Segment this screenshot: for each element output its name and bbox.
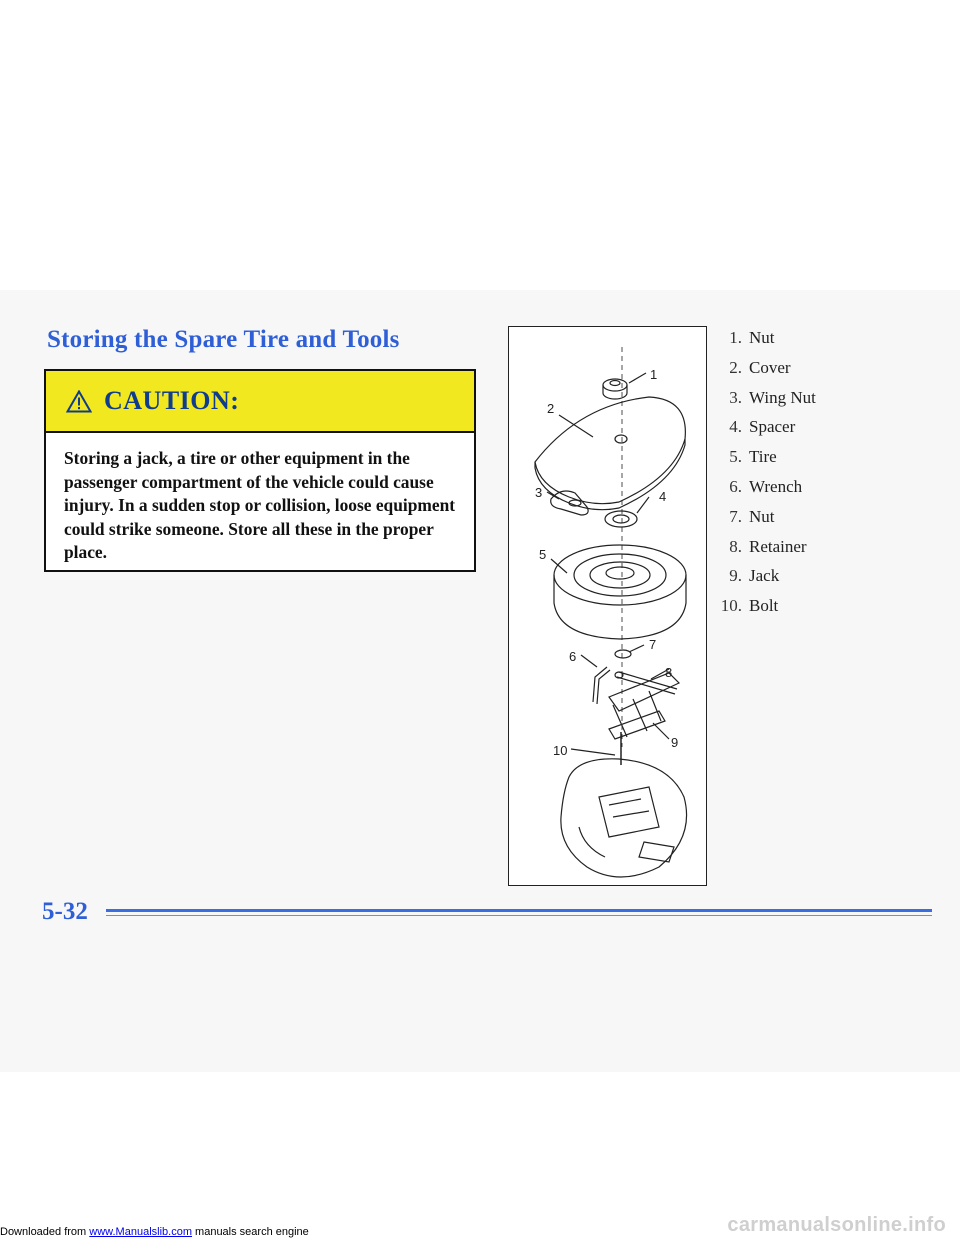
footer-rule (106, 909, 932, 912)
callout-4: 4 (659, 489, 667, 504)
footer-rule-thin (106, 915, 932, 916)
list-item: 1. Nut (729, 328, 775, 347)
callout-10: 10 (553, 743, 568, 758)
callout-7: 7 (649, 637, 657, 652)
banner-prefix: Downloaded from (0, 1226, 90, 1238)
tire-part (554, 545, 686, 639)
download-banner (0, 1226, 309, 1238)
page-number: 5-32 (42, 898, 88, 925)
wing-nut-part (551, 491, 588, 515)
list-item: 2. Cover (729, 357, 791, 377)
list-item: 10. Bolt (720, 596, 779, 616)
list-item: 6. Wrench (729, 476, 803, 496)
callout-2: 2 (547, 401, 555, 416)
caution-header (46, 371, 474, 433)
caution-text: Storing a jack, a tire or other equipment in the passenger compartment of the vehicle could cause injury. In a sudden stop or collision, loose equipment could strike someone. Store all these in the proper place. (64, 448, 456, 563)
parts-list (712, 328, 816, 626)
list-item: 4. Spacer (729, 417, 796, 437)
list-item: 7. Nut (729, 506, 775, 526)
callout-3: 3 (535, 485, 543, 500)
banner-suffix: manuals search engine (191, 1226, 309, 1238)
section-heading: Storing the Spare Tire and Tools (47, 326, 400, 353)
jack-part (609, 673, 679, 739)
diagram-illustration (509, 327, 708, 887)
callout-9: 9 (671, 735, 679, 750)
caution-box (44, 369, 476, 572)
list-item: 9. Jack (729, 566, 780, 586)
callout-8: 8 (665, 665, 673, 680)
manualslib-link[interactable]: www.Manualslib.com (89, 1226, 192, 1238)
nut-part (603, 379, 627, 399)
wrench-part (593, 667, 610, 704)
callout-5: 5 (539, 547, 547, 562)
spare-tire-diagram (508, 326, 707, 886)
callout-1: 1 (650, 367, 658, 382)
warning-triangle-icon (66, 390, 92, 413)
callout-6: 6 (569, 649, 577, 664)
caution-title: CAUTION: (104, 386, 240, 415)
list-item: 5. Tire (729, 447, 777, 467)
watermark: carmanualsonline.info (727, 1214, 946, 1236)
list-item: 8. Retainer (729, 536, 807, 556)
list-item: 3. Wing Nut (729, 387, 816, 407)
spare-well (561, 759, 687, 877)
spacer-part (605, 511, 637, 527)
